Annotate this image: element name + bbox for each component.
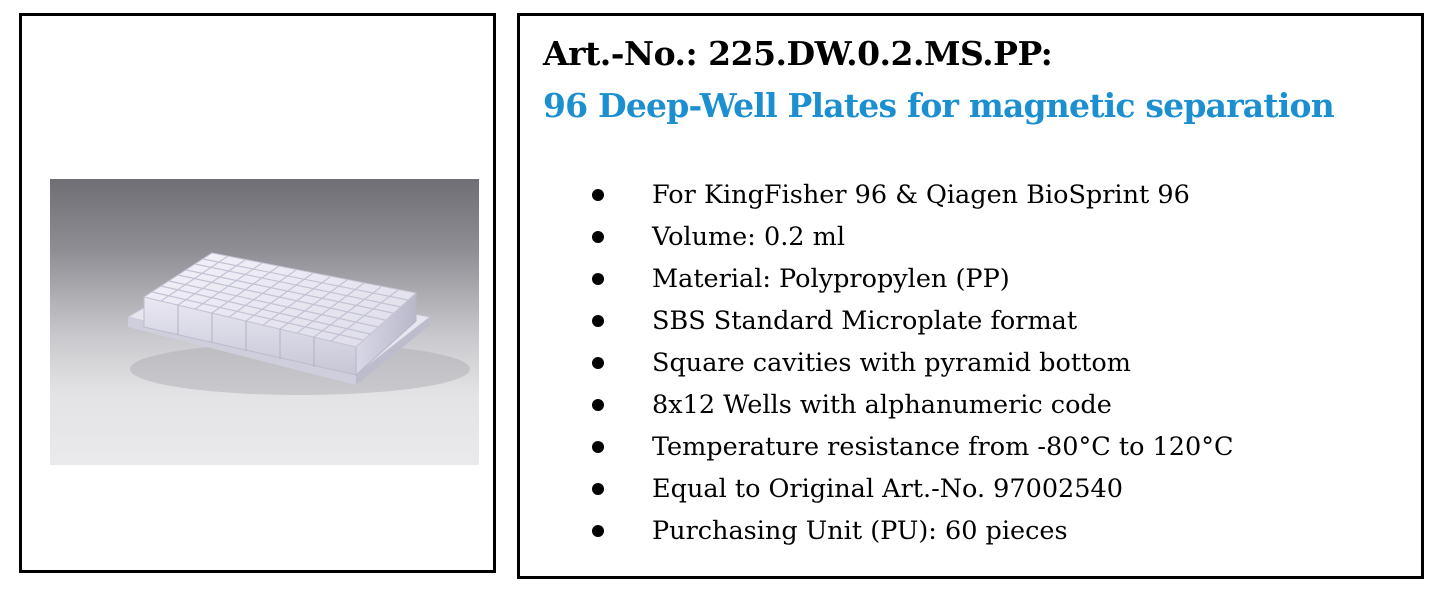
bullet-icon [592,231,604,243]
bullet-icon [592,441,604,453]
feature-text: Material: Polypropylen (PP) [652,264,1010,294]
product-photo [50,179,479,465]
feature-text: SBS Standard Microplate format [652,306,1078,336]
deep-well-plate-illustration [50,179,479,465]
feature-text: For KingFisher 96 & Qiagen BioSprint 96 [652,180,1190,210]
feature-text: Purchasing Unit (PU): 60 pieces [652,516,1068,546]
bullet-icon [592,189,604,201]
bullet-icon [592,273,604,285]
article-number: Art.-No.: 225.DW.0.2.MS.PP: [543,34,1053,73]
feature-text: 8x12 Wells with alphanumeric code [652,390,1112,420]
product-title: 96 Deep-Well Plates for magnetic separation [543,86,1334,125]
feature-text: Volume: 0.2 ml [652,222,845,252]
bullet-icon [592,525,604,537]
product-image-panel [19,13,496,573]
bullet-icon [592,357,604,369]
feature-text: Equal to Original Art.-No. 97002540 [652,474,1123,504]
feature-text: Temperature resistance from -80°C to 120°C [652,432,1234,462]
product-info-panel [517,13,1424,579]
feature-text: Square cavities with pyramid bottom [652,348,1131,378]
bullet-icon [592,399,604,411]
bullet-icon [592,315,604,327]
bullet-icon [592,483,604,495]
